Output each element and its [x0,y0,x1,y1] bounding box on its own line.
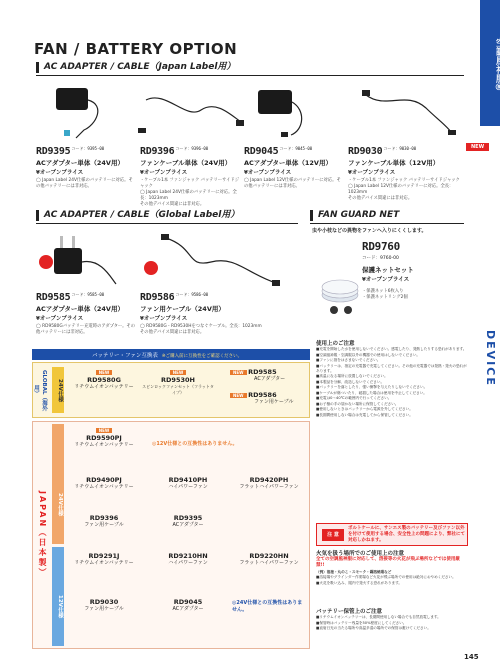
compat-cell-rd9291j [70,552,138,566]
new-tag: NEW [96,428,113,433]
global-24v-label: 24V仕様 [52,367,64,413]
product-code: RD9585 [36,292,71,303]
cell-code: RD9490PJ [86,476,122,484]
cell-code: RD9585 [248,368,277,376]
product-note: ◯ Japan Label 12V仕様のバッテリーに対応。その他バッテリーには非対応。 [244,178,341,189]
product-rd9586 [140,292,298,336]
product-name: 保護ネットセット [362,266,414,274]
product-code: RD9586 [140,292,175,303]
cell-desc: ハイパワーファン [168,560,208,566]
usage-notes [316,342,468,418]
note-line: ■溶接場やグラインダー作業場など火花が飛ぶ場所での使用は絶対におやめください。 [316,575,456,579]
product-code: RD9030 [348,146,383,157]
cell-code: RD9045 [173,598,203,606]
product-price: ¥オープンプライス [348,170,396,176]
note-line: ■リチウムイオンバッテリーは、長期間使用しない場合でも自然放電します。 [316,615,441,619]
warning-label: 注 意 [322,529,344,541]
new-tag: NEW [96,370,113,375]
storage-notes [316,610,468,632]
product-name: ACアダプター単体（24V用） [36,305,124,313]
compat-cell-rd9410ph [152,476,224,490]
product-price: ¥オープンプライス [36,170,84,176]
note-line: ■長期間使用しない場合は充電してから保管してください。 [316,412,413,417]
notes-heading: バッテリー保管上のご注意 [316,609,383,615]
note-line: ■直射日光の当たる場所や高温多湿の場所での保管は避けてください。 [316,626,431,630]
product-price: ¥オープンプライス [244,170,292,176]
cell-code: RD9396 [89,514,119,522]
cell-desc: ACアダプター [172,606,204,612]
product-sub-code: コード：9760-00 [362,256,399,261]
section-fan-guard-heading: FAN GUARD NET [310,210,399,221]
section-global-heading: AC ADAPTER / CABLE（Global Label用） [36,210,239,221]
cell-code: RD9580G [87,376,121,384]
product-price: ¥オープンプライス [140,316,188,322]
cell-desc: リチウムイオンバッテリー [74,384,134,390]
compat-cell-rd9585 [230,368,304,382]
page-title: FAN / BATTERY OPTION [34,40,238,58]
cell-desc: スピンロックファンセット（フラットタイプ） [142,384,214,395]
product-rd9760 [362,240,464,301]
compat-cell-rd9586 [230,391,304,405]
cell-desc: リチウムイオンバッテリー [74,484,134,490]
japan-product-photos [36,80,464,140]
cell-code: RD9590PJ [86,434,122,442]
product-note: ・ケーブル1本 ファンジャック バッテリーサイドジャック ◯ Japan Label 24V仕様のバッテリーに対応。全長：1023mm その他デバイス間違には非対応。 [140,178,240,207]
product-note: ・ケーブル1本 ファンジャック バッテリーサイドジャック ◯ Japan Label 12V仕様のバッテリーに対応。全長：1023mm その他デバイス間違には非対応。 [348,178,460,201]
cell-desc: フラットハイパワーファン [239,560,299,566]
cell-code: RD9291J [88,552,120,560]
cell-code: RD9210HN [168,552,208,560]
cell-desc: ファン用ケーブル [84,606,124,612]
note-line: ■空調風神服・空調服以外の機器での使用はしないでください。 [316,352,421,357]
cell-code: RD9410PH [168,476,208,484]
product-rd9030 [348,146,464,202]
cell-desc: リチウムイオンバッテリー [74,442,134,448]
product-name: ファン用ケーブル（24V用） [140,305,225,313]
net-bullet: ・保護ネット6枚入り [362,289,404,294]
product-sub-code: コード：9586-00 [175,292,209,297]
note-line: ■火花を吸い込み、服内で発火する恐れがあります。 [316,580,402,585]
note-line: ■使用しないときはバッテリーから電源を外してください。 [316,407,413,411]
product-note: ◯ RD9580Gバッテリー充電時のアダプター。その他バッテリーには非対応。 [36,324,136,335]
note-line: ■本製品を分解、改造しないでください。 [316,379,385,384]
japan-block [32,421,310,649]
global-product-photos [36,228,298,290]
cell-code: RD9220HN [249,552,289,560]
adapter-body [56,88,88,110]
global-label: GLOBAL（海外用） [33,369,47,411]
compat-cell-rd9396 [70,514,138,528]
japan-12v-label: 12V仕様 [52,547,64,646]
brand-logo-text: 空調風神服® [494,37,504,93]
cell-desc: ハイパワーファン [168,484,208,490]
product-code: RD9396 [140,146,175,157]
note-line: ■ケーブルが傷ついたり、破損した場合は使用を中止してください。 [316,390,427,395]
japan-label: JAPAN（日本製） [38,491,47,579]
section-underline [36,75,464,76]
cell-code: RD9586 [248,391,277,399]
note-line: 全ての空調風神服に対応して、溶接等の火花が飛ぶ場所などでは使用厳禁!! [316,557,460,568]
note-line: ■充電は0～40℃の範囲内で行ってください。 [316,396,392,400]
compat-cell-rd9420ph [232,476,306,490]
cell-code: RD9420PH [249,476,289,484]
product-price: ¥オープンプライス [362,277,410,283]
notes-heading: 火気を扱う場所でのご使用上の注意 [316,551,405,557]
notes-heading: 使用上のご注意 [316,341,355,347]
new-tag: NEW [230,393,247,398]
compat-table-title: バッテリー・ファン互換表 [92,353,158,359]
japan-24v-label: 24V仕様 [52,424,64,544]
product-name: ファンケーブル単体（12V用） [348,159,440,167]
section-japan-heading: AC ADAPTER / CABLE（Japan Label用） [36,62,235,73]
note-line: ■バッテリーを落としたり、強い衝撃を与えたりしないでください。 [316,385,428,389]
product-sub-code: コード：9585-00 [71,292,105,297]
compat-cell-rd9580g [70,370,138,390]
product-sub-code: コード：9396-00 [175,146,209,151]
product-name: ACアダプター単体（24V用） [36,159,124,167]
cell-code: RD9030 [89,598,119,606]
note-line: ■お子様の手の届かない場所に保管してください。 [316,401,399,406]
new-tag: NEW [170,370,187,375]
product-note: ◯ RD9580G・RD9530Hをつなぐケーブル。全長：1023mm その他デバイス間違には非対応。 [140,324,262,335]
new-tag: NEW [230,370,247,375]
fan-guard-subtitle: 虫や小枝などの異物をファンへ入りにくくします。 [312,228,427,234]
product-note: ◯ Japan Label 24V仕様のバッテリーに対応。その他バッテリーには非対応。 [36,178,133,189]
product-sub-code: コード：9045-00 [279,146,313,151]
compat-cell-rd9530h [142,370,214,396]
product-sub-code: コード：9395-00 [71,146,105,151]
cell-desc: フラットハイパワーファン [239,484,299,490]
product-name: ファンケーブル単体（24V用） [140,159,232,167]
compat-cell-rd9030 [70,598,138,612]
net-bullet: ・保護ネットリング2個 [362,295,408,300]
product-rd9395 [36,146,136,190]
section-underline [36,223,298,224]
note-line: ■充電を開始した水を使用しないでください。感電したり、発熱したりする恐れがあります。 [316,347,467,351]
fire-notes [316,552,468,586]
new-badge: NEW [466,143,489,151]
device-label: DEVICE [484,330,497,387]
new-dot-icon [39,255,53,269]
note-line: ■保管時はバッテリー残量を50%程度にしてください。 [316,620,407,625]
warning-text: ボルトケールに、サンエス製のバッテリー及びファン以外を付けて使用する場合、安全性上の問題により、弊社にて対応しかねます。 [348,526,465,543]
jp24-compat-note: ◎12V仕様との互換性はありません。 [152,441,238,447]
product-rd9396 [140,146,240,208]
cell-code: RD9395 [173,514,203,522]
cell-desc: リチウムイオンバッテリー [74,560,134,566]
product-rd9045 [244,146,344,190]
product-sub-code: コード：9030-00 [383,146,417,151]
cell-desc: ファン用ケーブル [84,522,124,528]
compat-table-header [32,349,310,360]
compat-cell-rd9045 [152,598,224,612]
product-price: ¥オープンプライス [36,316,84,322]
cell-desc: ACアダプター [172,522,204,528]
note-line: （例）溶接・丸のこ・スモーク・鋼溶焼場など [316,569,392,574]
jp12-compat-note: ◎24V仕様との互換性はありません。 [232,600,303,613]
compat-cell-rd9220hn [232,552,306,566]
new-dot-icon [144,261,158,275]
compat-cell-rd9210hn [152,552,224,566]
section-underline [310,223,464,224]
note-line: ■ファンに指をはさまないでください。 [316,358,381,362]
product-code: RD9395 [36,146,71,157]
compat-cell-rd9590pj [70,428,138,448]
product-price: ¥オープンプライス [140,170,188,176]
compat-cell-rd9395 [152,514,224,528]
product-code: RD9760 [362,240,400,253]
cell-code: RD9530H [161,376,195,384]
page-number: 145 [464,653,479,661]
product-code: RD9045 [244,146,279,157]
cell-desc: ファン用ケーブル [254,399,294,405]
product-name: ACアダプター単体（12V用） [244,159,332,167]
product-rd9585 [36,292,136,336]
note-line: ■バッテリーは、指定の充電器で充電してください。その他の充電器では発熱・発火の恐れがあります。 [316,363,467,373]
compat-cell-rd9490pj [70,476,138,490]
cell-desc: ACアダプター [254,376,286,382]
note-line: ■高温になる場所に放置しないでください。 [316,374,388,378]
compat-table-note: ※ご購入前に互換性をご確認ください。 [161,354,243,359]
